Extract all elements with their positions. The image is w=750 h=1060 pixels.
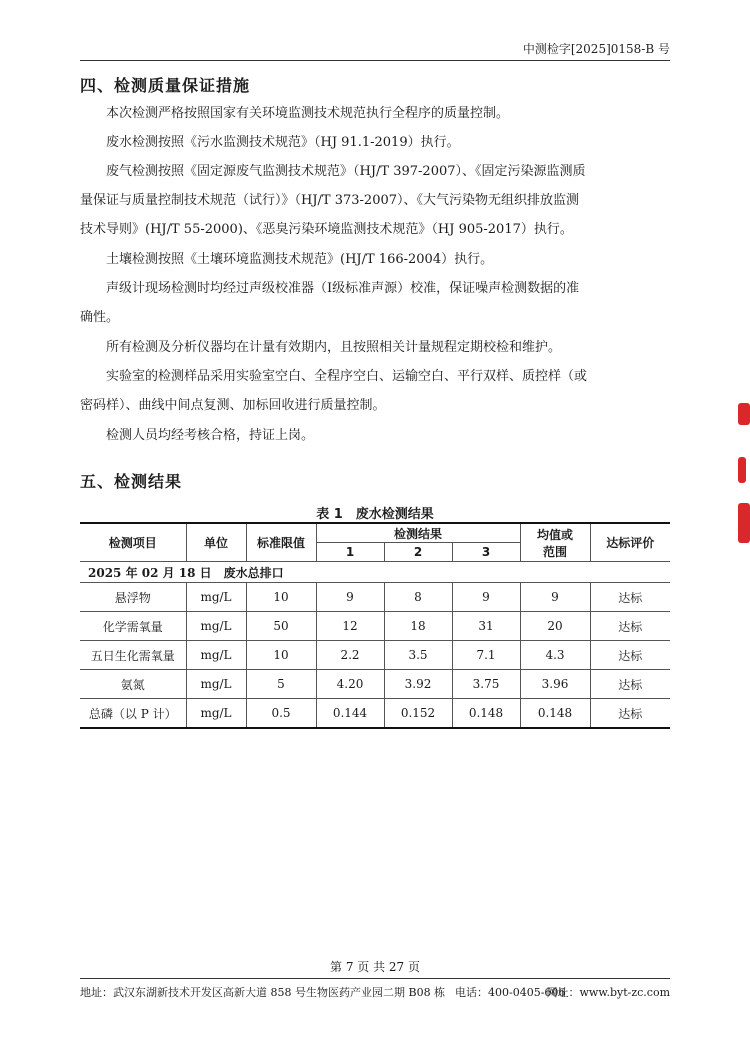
qa-paragraph-4: 土壤检测按照《土壤环境监测技术规范》(HJ/T 166-2004）执行。 [106,252,494,267]
cell-evaluation: 达标 [590,670,670,699]
wastewater-results-table [80,522,670,729]
qa-paragraph-1: 本次检测严格按照国家有关环境监测技术规范执行全程序的质量控制。 [106,106,510,121]
cell-result-1: 2.2 [316,641,384,670]
cell-result-1: 4.20 [316,670,384,699]
table-row [80,612,670,641]
table-caption: 表 1 废水检测结果 [316,507,434,522]
page-number: 第 7 页 共 27 页 [330,960,420,974]
cell-average: 0.148 [520,699,590,729]
cell-average: 4.3 [520,641,590,670]
cell-result-1: 12 [316,612,384,641]
cell-limit: 5 [246,670,316,699]
cell-average: 3.96 [520,670,590,699]
cell-average: 20 [520,612,590,641]
header-result-2: 2 [384,543,452,562]
table-row [80,670,670,699]
header-rule [80,60,670,61]
cell-result-2: 8 [384,583,452,612]
qa-paragraph-3-line-1: 废气检测按照《固定源废气监测技术规范》（HJ/T 397-2007）、《固定污染源监测质 [106,164,586,179]
cell-item: 化学需氧量 [80,612,186,641]
cell-result-2: 3.5 [384,641,452,670]
header-results: 检测结果 [316,523,520,543]
footer-website: 网址：www.byt-zc.com [546,986,670,999]
header-unit: 单位 [186,523,246,562]
header-result-1: 1 [316,543,384,562]
qa-paragraph-3-line-3: 技术导则》(HJ/T 55-2000)、《恶臭污染环境监测技术规范》（HJ 905-2017）执行。 [80,222,573,237]
cell-result-1: 9 [316,583,384,612]
cell-item: 总磷（以 P 计） [80,699,186,729]
cell-result-3: 9 [452,583,520,612]
cell-result-3: 0.148 [452,699,520,729]
footer-address: 地址：武汉东湖新技术开发区高新大道 858 号生物医药产业园二期 B08 栋 [80,986,446,999]
qa-paragraph-8: 检测人员均经考核合格，持证上岗。 [106,428,315,443]
cell-result-3: 3.75 [452,670,520,699]
qa-paragraph-5-line-1: 声级计现场检测时均经过声级校准器（Ⅰ级标准声源）校准，保证噪声检测数据的准 [106,281,580,296]
cell-unit: mg/L [186,583,246,612]
header-result-3: 3 [452,543,520,562]
cell-evaluation: 达标 [590,612,670,641]
table-row [80,699,670,729]
cell-unit: mg/L [186,699,246,729]
cell-average: 9 [520,583,590,612]
table-row [80,641,670,670]
header-item: 检测项目 [80,523,186,562]
qa-paragraph-3-line-2: 量保证与质量控制技术规范（试行）》（HJ/T 373-2007）、《大气污染物无组织排放监测 [80,193,580,208]
section-4-heading: 四、检测质量保证措施 [80,76,251,95]
footer-rule [80,978,670,979]
cell-limit: 10 [246,641,316,670]
cell-result-2: 0.152 [384,699,452,729]
cell-result-2: 18 [384,612,452,641]
cell-limit: 10 [246,583,316,612]
header-average: 均值或 范围 [520,523,590,562]
header-limit: 标准限值 [246,523,316,562]
document-number: 中测检字[2025]0158-B 号 [522,42,670,56]
qa-paragraph-7-line-2: 密码样）、曲线中间点复测、加标回收进行质量控制。 [80,398,386,413]
group-row: 2025 年 02 月 18 日 废水总排口 [80,562,670,583]
cell-result-3: 7.1 [452,641,520,670]
cell-unit: mg/L [186,641,246,670]
table-row [80,583,670,612]
cell-evaluation: 达标 [590,583,670,612]
qa-paragraph-2: 废水检测按照《污水监测技术规范》（HJ 91.1-2019）执行。 [106,135,460,150]
cell-evaluation: 达标 [590,699,670,729]
qa-paragraph-6: 所有检测及分析仪器均在计量有效期内，且按照相关计量规程定期校检和维护。 [106,340,562,355]
qa-paragraph-5-line-2: 确性。 [80,310,120,325]
cell-limit: 0.5 [246,699,316,729]
cell-limit: 50 [246,612,316,641]
cell-unit: mg/L [186,670,246,699]
cell-item: 悬浮物 [80,583,186,612]
qa-paragraph-7-line-1: 实验室的检测样品采用实验室空白、全程序空白、运输空白、平行双样、质控样（或 [106,369,588,384]
cell-result-1: 0.144 [316,699,384,729]
cell-unit: mg/L [186,612,246,641]
cell-item: 五日生化需氧量 [80,641,186,670]
header-evaluation: 达标评价 [590,523,670,562]
cell-item: 氨氮 [80,670,186,699]
section-5-heading: 五、检测结果 [80,472,183,491]
cell-evaluation: 达标 [590,641,670,670]
footer-phone: 电话：400-0405-606 [455,986,566,999]
seal-stamp-edge [738,395,750,555]
cell-result-3: 31 [452,612,520,641]
cell-result-2: 3.92 [384,670,452,699]
